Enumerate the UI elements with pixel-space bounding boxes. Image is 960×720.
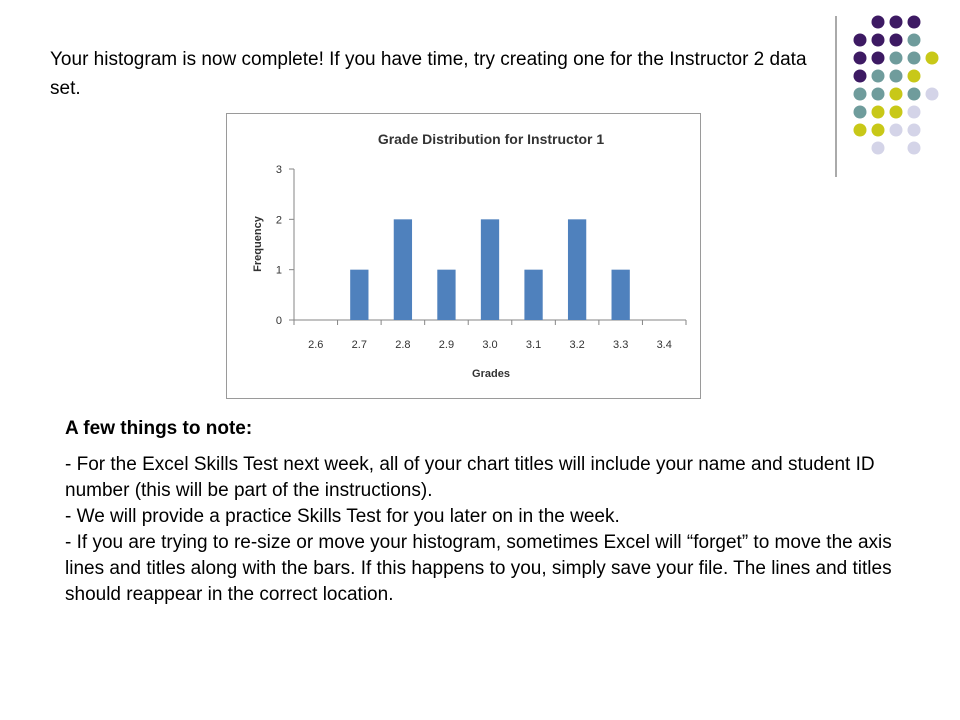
intro-text: Your histogram is now complete! If you have time, try creating one for the Instructor 2 data set.	[50, 49, 807, 99]
decorative-dot	[872, 124, 885, 137]
chart-title: Grade Distribution for Instructor 1	[377, 131, 605, 147]
decorative-dot	[872, 34, 885, 47]
decorative-dot	[926, 88, 939, 101]
x-tick-label: 3.3	[613, 339, 629, 351]
decorative-dot	[872, 88, 885, 101]
note-item: - If you are trying to re-size or move your histogram, sometimes Excel will “forget” to move the axis lines and titles along with the bars. If this happens to you, simply save your file. The lines and titles should reappear in the correct location.	[65, 532, 892, 605]
histogram-bar	[524, 270, 542, 320]
decorative-dot	[890, 106, 903, 119]
histogram-bar	[394, 219, 412, 320]
decorative-dot	[854, 52, 867, 65]
decorative-dot-grid	[820, 0, 960, 190]
decorative-dot	[854, 34, 867, 47]
x-tick-label: 2.6	[308, 339, 324, 351]
decorative-dot	[890, 70, 903, 83]
decorative-dot	[926, 52, 939, 65]
decorative-dot	[872, 52, 885, 65]
decorative-dot	[890, 16, 903, 29]
decorative-dot	[908, 106, 921, 119]
x-tick-label: 2.9	[438, 339, 455, 351]
decorative-dot	[854, 124, 867, 137]
decorative-dot	[890, 52, 903, 65]
histogram-chart	[227, 114, 700, 398]
histogram-bar	[350, 270, 368, 320]
notes-section	[65, 416, 915, 608]
decorative-dot	[872, 70, 885, 83]
notes-heading: A few things to note:	[65, 418, 253, 439]
y-tick-label: 3	[275, 164, 282, 176]
x-tick-label: 2.7	[351, 339, 367, 351]
x-tick-label: 3.2	[569, 339, 585, 351]
x-tick-label: 3.1	[525, 339, 542, 351]
y-tick-label: 2	[275, 214, 282, 227]
plot-area	[276, 164, 686, 351]
decorative-dot	[908, 124, 921, 137]
y-axis-label: Frequency	[252, 216, 264, 272]
decorative-dot	[872, 106, 885, 119]
notes-list	[65, 452, 915, 608]
decorative-dot	[890, 34, 903, 47]
histogram-bar	[437, 270, 455, 320]
decorative-dot	[908, 52, 921, 65]
histogram-bar	[568, 219, 586, 320]
decorative-dot	[854, 70, 867, 83]
x-tick-label: 3.4	[656, 339, 672, 351]
decorative-dot	[908, 16, 921, 29]
decorative-dot	[854, 88, 867, 101]
histogram-bar	[481, 219, 499, 320]
histogram-bar	[612, 270, 630, 320]
decorative-dot	[908, 70, 921, 83]
note-item: - For the Excel Skills Test next week, all of your chart titles will include your name and student ID number (this will be part of the instructions).	[65, 454, 875, 501]
x-tick-label: 3.0	[482, 339, 498, 351]
decorative-dot	[890, 88, 903, 101]
y-tick-label: 0	[275, 315, 282, 327]
decorative-dot	[908, 34, 921, 47]
note-item: - We will provide a practice Skills Test for you later on in the week.	[65, 506, 620, 527]
chart-frame	[226, 113, 701, 399]
y-tick-label: 1	[275, 264, 282, 277]
decorative-dot	[872, 142, 885, 155]
decorative-dot	[908, 142, 921, 155]
decorative-dot	[854, 106, 867, 119]
decorative-dot	[908, 88, 921, 101]
decorative-dot	[872, 16, 885, 29]
x-tick-label: 2.8	[395, 339, 411, 351]
x-axis-label: Grades	[472, 368, 510, 380]
decorative-dot	[890, 124, 903, 137]
